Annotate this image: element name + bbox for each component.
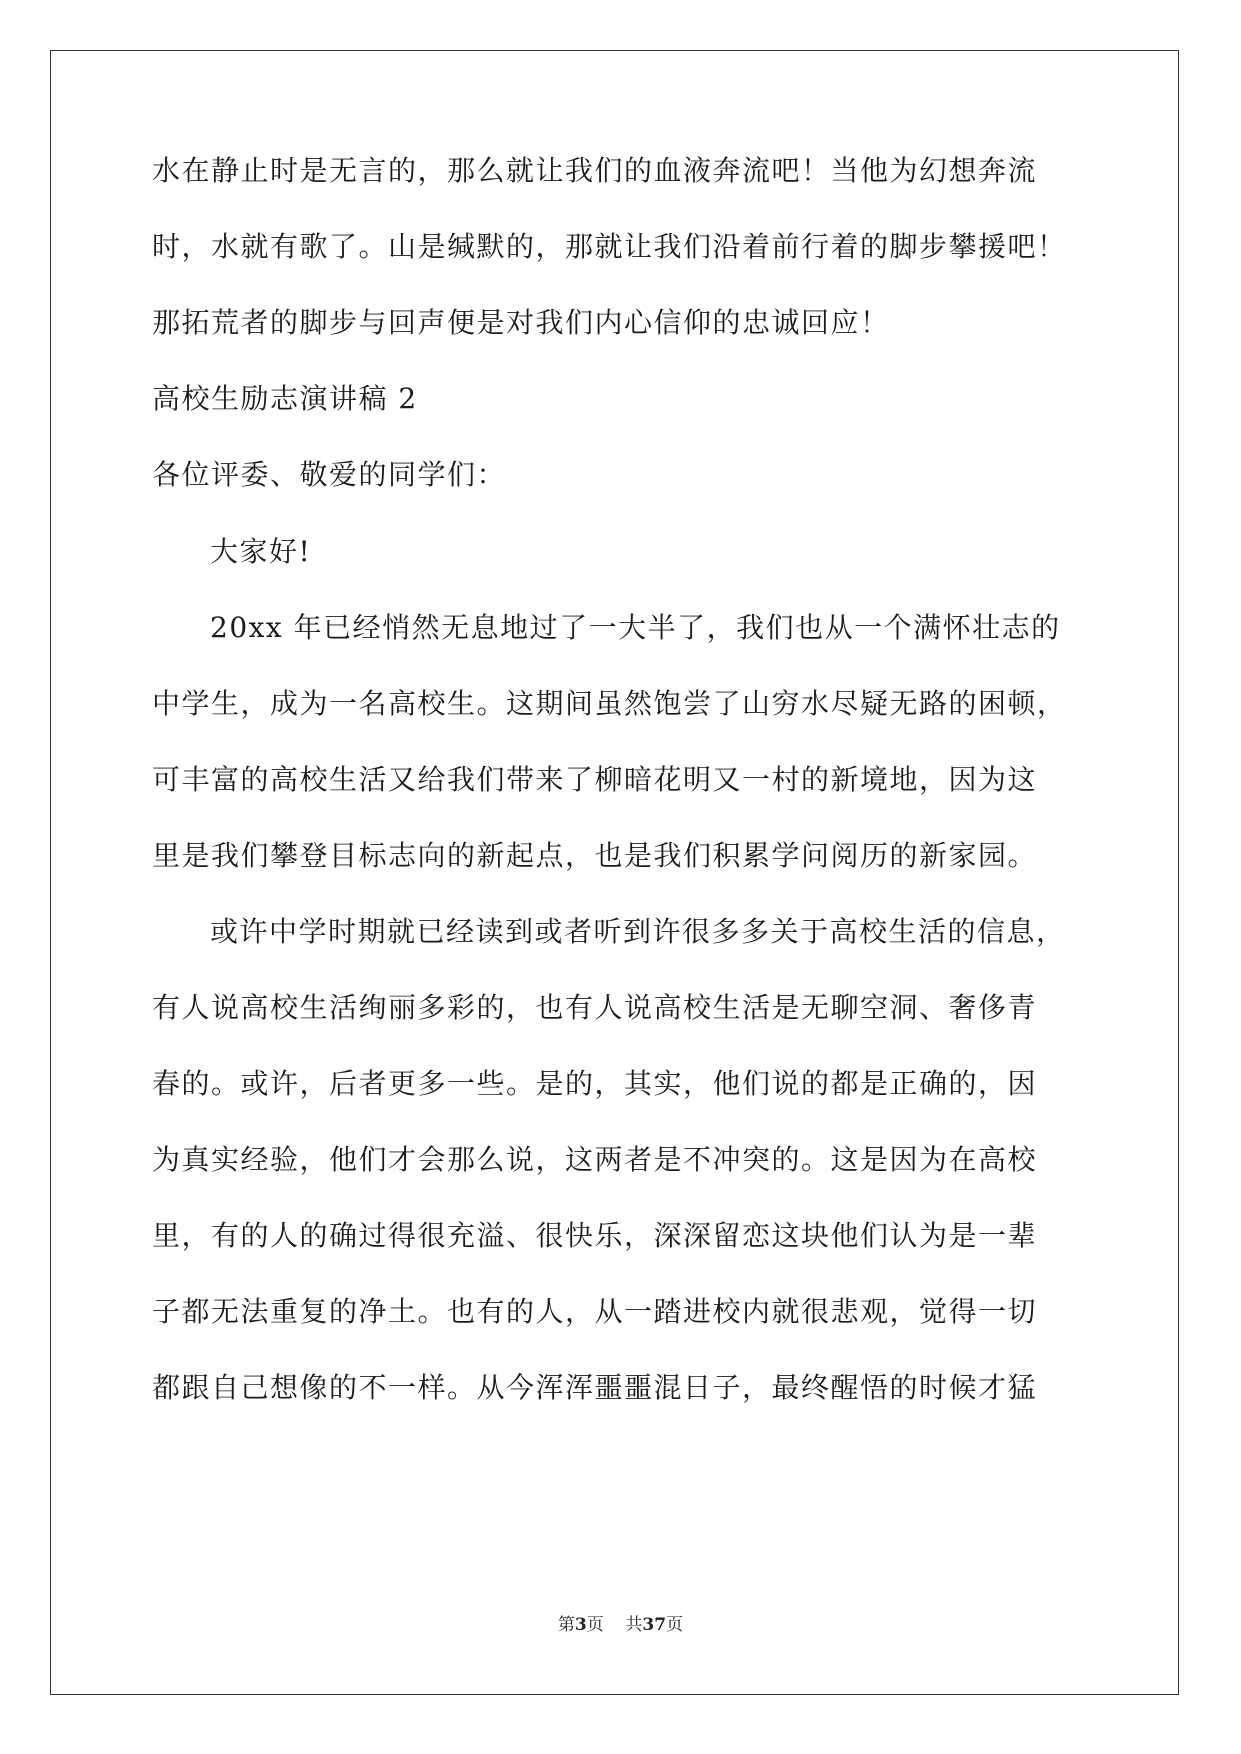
text-line: 春的。或许，后者更多一些。是的，其实，他们说的都是正确的，因: [152, 1067, 1038, 1100]
page-number: 3: [574, 1615, 587, 1635]
text-line: 那拓荒者的脚步与回声便是对我们内心信仰的忠诚回应！: [152, 306, 890, 339]
text-line: 有人说高校生活绚丽多彩的，也有人说高校生活是无聊空洞、奢侈青: [152, 991, 1038, 1024]
total-suffix: 页: [666, 1615, 684, 1635]
text-line: 中学生，成为一名高校生。这期间虽然饱尝了山穷水尽疑无路的困顿，: [152, 687, 1067, 720]
section-heading: 高校生励志演讲稿 2: [152, 382, 418, 415]
text-line: 可丰富的高校生活又给我们带来了柳暗花明又一村的新境地，因为这: [152, 763, 1038, 796]
salutation: 各位评委、敬爱的同学们：: [152, 458, 507, 491]
text-line: 里是我们攀登目标志向的新起点，也是我们积累学问阅历的新家园。: [152, 839, 1038, 872]
text-line: 子都无法重复的净土。也有的人，从一踏进校内就很悲观，觉得一切: [152, 1295, 1038, 1328]
text-line: 里，有的人的确过得很充溢、很快乐，深深留恋这块他们认为是一辈: [152, 1219, 1038, 1252]
greeting: 大家好!: [210, 535, 312, 568]
page-footer: [0, 1614, 1241, 1636]
total-prefix: 共: [625, 1615, 643, 1635]
text-line: 时，水就有歌了。山是缄默的，那就让我们沿着前行着的脚步攀援吧！: [152, 230, 1067, 263]
text-line: 或许中学时期就已经读到或者听到许很多多关于高校生活的信息，: [210, 915, 1066, 948]
text-line: 20xx 年已经悄然无息地过了一大半了，我们也从一个满怀壮志的: [210, 611, 1061, 644]
text-line: 水在静止时是无言的，那么就让我们的血液奔流吧！当他为幻想奔流: [152, 154, 1038, 187]
text-line: 为真实经验，他们才会那么说，这两者是不冲突的。这是因为在高校: [152, 1143, 1038, 1176]
page-prefix: 第: [557, 1615, 575, 1635]
page-suffix: 页: [586, 1615, 604, 1635]
text-line: 都跟自己想像的不一样。从今浑浑噩噩混日子，最终醒悟的时候才猛: [152, 1371, 1038, 1404]
total-pages: 37: [642, 1615, 667, 1635]
